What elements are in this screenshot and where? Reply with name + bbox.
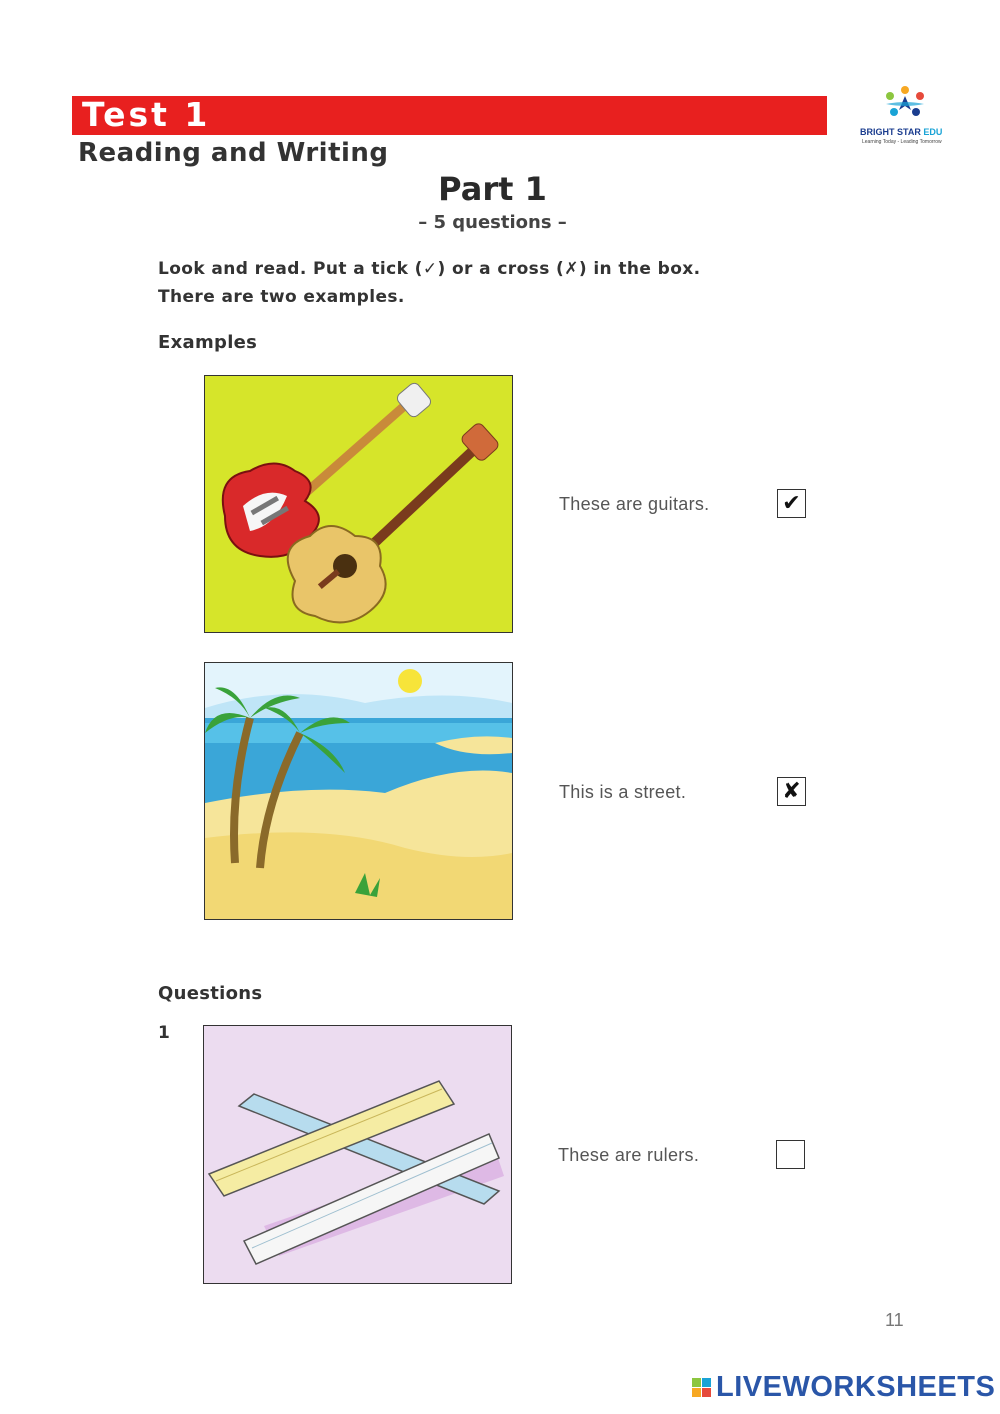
examples-heading: Examples (158, 332, 258, 353)
page-number: 11 (885, 1310, 904, 1330)
bright-star-logo-icon (880, 82, 930, 126)
instruction-line-2: There are two examples. (158, 287, 405, 307)
liveworksheets-watermark: LIVEWORKSHEETS (716, 1371, 996, 1403)
questions-heading: Questions (158, 983, 263, 1004)
example-2-sentence: This is a street. (559, 782, 687, 802)
example-1-sentence: These are guitars. (559, 494, 710, 514)
question-1-number: 1 (158, 1023, 170, 1043)
beach-picture (204, 662, 513, 920)
instruction-line-1: Look and read. Put a tick (✓) or a cross (✗) in the box. (158, 259, 701, 279)
example-1-answer-box: ✔ (777, 489, 806, 518)
question-1-answer-box[interactable] (776, 1140, 805, 1169)
liveworksheets-logo-icon (692, 1378, 712, 1398)
section-title: Reading and Writing (78, 138, 389, 168)
logo-tagline: Learning Today - Leading Tomorrow (862, 139, 942, 145)
question-1-sentence: These are rulers. (558, 1145, 700, 1165)
part-title: Part 1 (438, 170, 547, 208)
part-subtitle: – 5 questions – (418, 212, 567, 233)
guitars-picture (204, 375, 513, 633)
test-title: Test 1 (82, 95, 211, 134)
example-2-answer-box: ✘ (777, 777, 806, 806)
logo-name: BRIGHT STAR EDU (860, 127, 943, 137)
rulers-picture (203, 1025, 512, 1284)
